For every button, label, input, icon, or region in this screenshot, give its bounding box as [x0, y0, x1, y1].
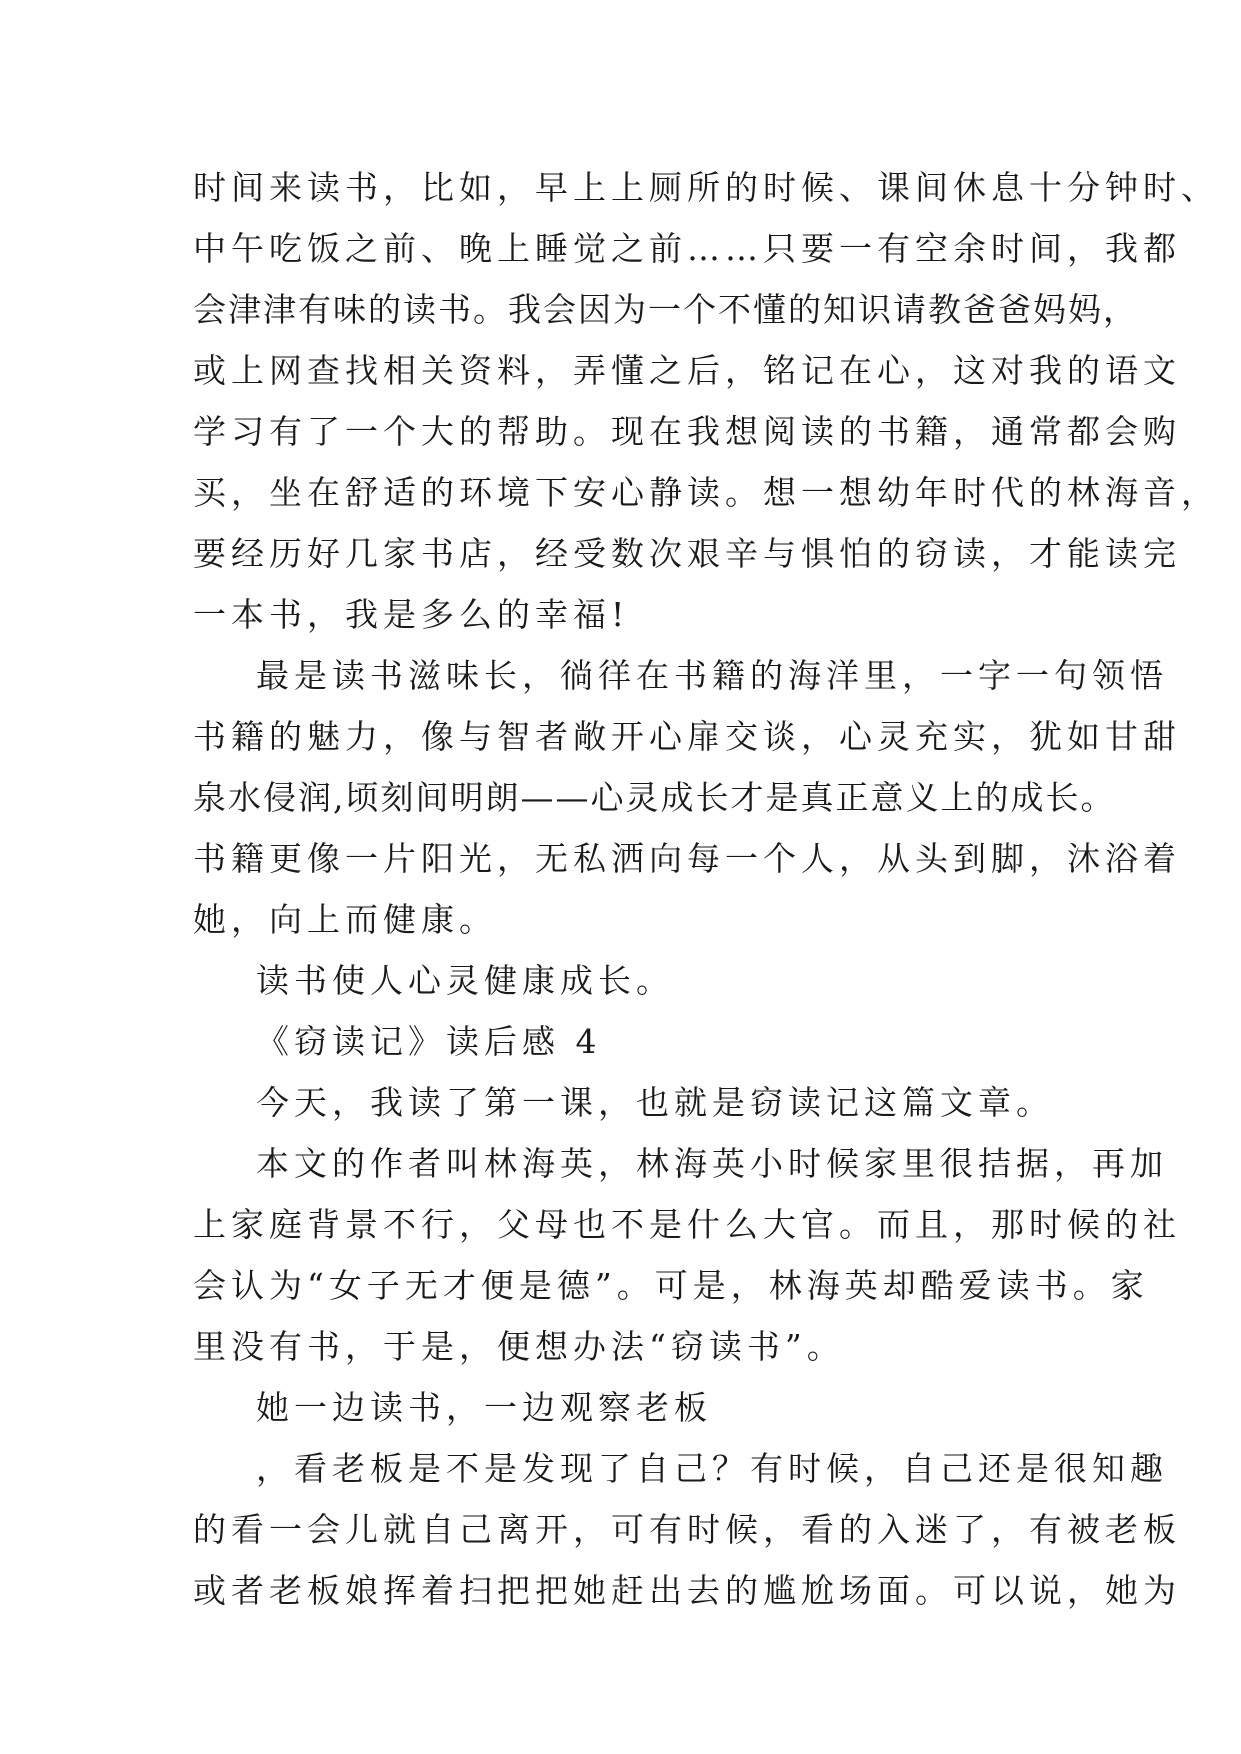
text-line: 书籍的魅力，像与智者敞开心扉交谈，心灵充实，犹如甘甜 [193, 717, 1181, 756]
text-line: 她，向上而健康。 [193, 900, 497, 939]
text-line: 会认为“女子无才便是德”。可是，林海英却酷爱读书。家 [193, 1266, 1149, 1305]
text-line: 或上网查找相关资料，弄懂之后，铭记在心，这对我的语文 [193, 351, 1181, 390]
text-line: 书籍更像一片阳光，无私洒向每一个人，从头到脚，沐浴着 [193, 839, 1181, 878]
text-line: 里没有书，于是，便想办法“窃读书”。 [193, 1327, 845, 1366]
text-line: 泉水侵润,顷刻间明朗——心灵成长才是真正意义上的成长。 [193, 778, 1116, 817]
text-line: 时间来读书，比如，早上上厕所的时候、课间休息十分钟时、 [193, 168, 1219, 207]
text-line: 中午吃饭之前、晚上睡觉之前……只要一有空余时间，我都 [193, 229, 1181, 268]
section-heading: 《窃读记》读后感 4 [256, 1022, 602, 1061]
text-line: 的看一会儿就自己离开，可有时候，看的入迷了，有被老板 [193, 1510, 1181, 1549]
paragraph-start: 最是读书滋味长，徜徉在书籍的海洋里，一字一句领悟 [256, 656, 1168, 695]
paragraph-start: 今天，我读了第一课，也就是窃读记这篇文章。 [256, 1083, 1054, 1122]
paragraph-start: 她一边读书，一边观察老板 [256, 1388, 712, 1427]
text-line: 要经历好几家书店，经受数次艰辛与惧怕的窃读，才能读完 [193, 534, 1181, 573]
paragraph-start: 读书使人心灵健康成长。 [256, 961, 674, 1000]
text-line: 买，坐在舒适的环境下安心静读。想一想幼年时代的林海音， [193, 473, 1219, 512]
text-line: 上家庭背景不行，父母也不是什么大官。而且，那时候的社 [193, 1205, 1181, 1244]
text-line: 会津津有味的读书。我会因为一个不懂的知识请教爸爸妈妈， [193, 290, 1138, 329]
paragraph-start: 本文的作者叫林海英，林海英小时候家里很拮据，再加 [256, 1144, 1168, 1183]
text-line: 一本书，我是多么的幸福! [193, 595, 630, 634]
text-line: 学习有了一个大的帮助。现在我想阅读的书籍，通常都会购 [193, 412, 1181, 451]
text-line: 或者老板娘挥着扫把把她赶出去的尴尬场面。可以说，她为 [193, 1571, 1181, 1610]
paragraph-start: ，看老板是不是发现了自己？有时候，自己还是很知趣 [256, 1449, 1168, 1488]
